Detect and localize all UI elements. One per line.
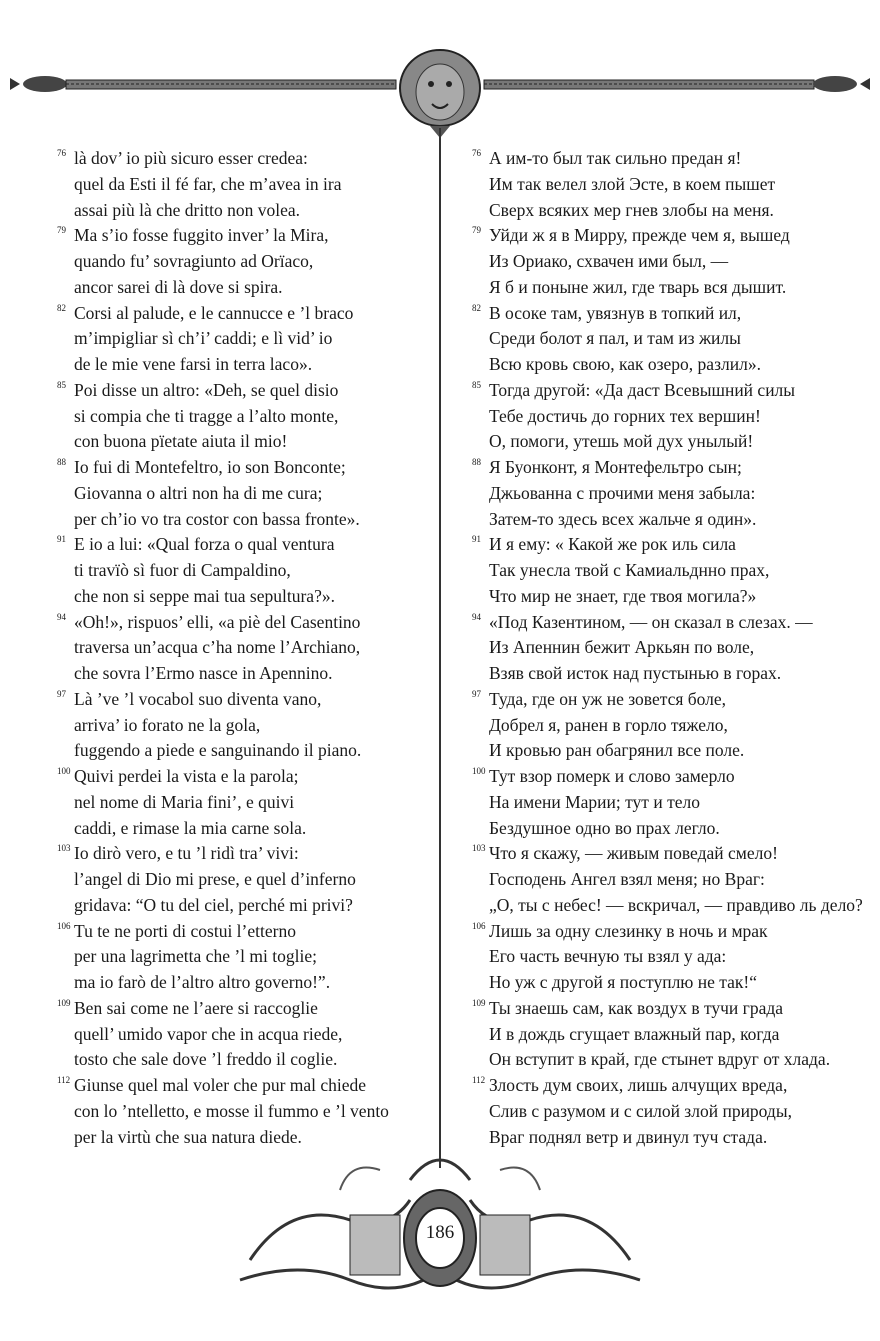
tercet — [57, 532, 427, 609]
verse-number: 82 — [472, 302, 481, 313]
verse-line: tosto che sale dove ’l freddo il coglie. — [74, 1049, 338, 1070]
verse-line: fuggendo a piede e sanguinando il piano. — [74, 740, 362, 761]
verse-number: 76 — [472, 148, 481, 158]
verse-line: quel da Esti il fé far, che m’avea in ira — [74, 173, 342, 194]
verse-line: Из Ориако, схвачен ими был, — — [489, 251, 729, 271]
verse-line: ancor sarei di là dove si spira. — [74, 276, 283, 297]
verse-line: И я ему: « Какой же рок иль сила — [489, 534, 736, 555]
russian-column — [472, 146, 863, 1150]
verse-line: Quivi perdei la vista e la parola; — [74, 766, 299, 786]
verse-line: Giovanna o altri non ha di me cura; — [74, 482, 323, 503]
verse-number: 97 — [472, 688, 481, 699]
lion-head-icon — [400, 50, 480, 138]
verse-line: Corsi al palude, e le cannucce e ’l braco — [74, 302, 354, 323]
tercet — [472, 146, 852, 223]
tercet — [57, 301, 427, 378]
verse-number: 103 — [472, 843, 486, 854]
verse-line: E io a lui: «Qual forza o qual ventura — [74, 534, 335, 555]
verse-line: В осоке там, увязнув в топкий ил, — [489, 302, 742, 323]
verse-line: Туда, где он уж не зовется боле, — [489, 688, 727, 709]
tercet — [472, 223, 852, 300]
verse-line: А им-то был так сильно предан я! — [489, 148, 742, 168]
verse-line: Tu te ne porti di costui l’etterno — [74, 920, 296, 941]
verse-line: assai più là che dritto non volea. — [74, 199, 300, 220]
verse-line: si compia che ti tragge a l’alto monte, — [74, 405, 339, 426]
verse-line: caddi, e rimase la mia carne sola. — [74, 817, 307, 838]
tercet — [57, 378, 427, 455]
tercet — [57, 146, 427, 223]
tercet — [57, 1073, 427, 1150]
verse-number: 106 — [57, 920, 71, 931]
tercet — [472, 301, 852, 378]
verse-number: 109 — [57, 997, 71, 1008]
verse-line: m’impigliar sì ch’i’ caddi; e lì vid’ io — [74, 328, 333, 349]
verse-number: 88 — [472, 457, 481, 467]
tercet — [472, 532, 852, 609]
verse-line: Он вступит в край, где стынет вдруг от хлада. — [489, 1049, 831, 1070]
tercet — [472, 687, 852, 764]
tercet — [57, 919, 427, 996]
tercet — [472, 1073, 852, 1150]
verse-line: Слив с разумом и с силой злой природы, — [489, 1100, 792, 1121]
tercet — [472, 610, 852, 687]
verse-number: 112 — [472, 1075, 486, 1085]
verse-line: Злость дум своих, лишь алчущих вреда, — [489, 1075, 788, 1095]
tercet — [472, 378, 852, 455]
verse-line: per la virtù che sua natura diede. — [74, 1126, 302, 1147]
verse-number: 85 — [57, 379, 66, 390]
verse-line: „О, ты с небес! — вскричал, — правдиво ль дело? — [489, 894, 863, 915]
verse-line: Враг поднял ветр и двинул туч стада. — [489, 1126, 768, 1147]
verse-line: Тогда другой: «Да даст Всевышний силы — [489, 379, 796, 400]
verse-line: На имени Марии; тут и тело — [489, 791, 700, 812]
verse-line: Джьованна с прочими меня забыла: — [489, 482, 756, 503]
verse-line: che sovra l’Ermo nasce in Apennino. — [74, 663, 333, 683]
italian-column — [57, 146, 427, 1150]
verse-line: con buona pïetate aiuta il mio! — [74, 431, 288, 452]
verse-line: Из Апеннин бежит Аркьян по воле, — [489, 637, 755, 658]
verse-number: 91 — [57, 534, 66, 545]
verse-number: 94 — [57, 611, 66, 622]
verse-number: 76 — [57, 148, 66, 158]
verse-line: Взяв свой исток над пустынью в горах. — [489, 663, 782, 683]
verse-line: Giunse quel mal voler che pur mal chiede — [74, 1075, 367, 1095]
tercet — [472, 919, 852, 996]
verse-line: Господень Ангел взял меня; но Враг: — [489, 869, 765, 889]
tercet — [472, 996, 852, 1073]
verse-line: de le mie vene farsi in terra laco». — [74, 354, 313, 374]
verse-line: «Oh!», rispuos’ elli, «a piè del Casentino — [74, 611, 361, 632]
verse-line: che non si seppe mai tua sepultura?». — [74, 585, 335, 606]
verse-line: Ben sai come ne l’aere si raccoglie — [74, 997, 318, 1018]
verse-number: 88 — [57, 457, 66, 467]
verse-number: 91 — [472, 534, 481, 545]
verse-line: Я Буонконт, я Монтефельтро сын; — [489, 457, 742, 477]
verse-number: 100 — [57, 766, 71, 776]
verse-line: Ты знаешь сам, как воздух в тучи града — [489, 997, 784, 1018]
tercet — [57, 841, 427, 918]
verse-line: Так унесла твой с Камиальднно прах, — [489, 560, 770, 580]
verse-line: О, помоги, утешь мой дух унылый! — [489, 431, 754, 452]
verse-line: Я б и поныне жил, где тварь вся дышит. — [489, 276, 787, 297]
tercet — [57, 455, 427, 532]
verse-line: Сверх всяких мер гнев злобы на меня. — [489, 199, 774, 220]
verse-line: Io dirò vero, e tu ’l ridì tra’ vivi: — [74, 843, 299, 864]
verse-line: quando fu’ sovragiunto ad Orïaco, — [74, 251, 314, 271]
verse-line: Но уж с другой я поступлю не так!“ — [489, 972, 757, 992]
verse-line: Им так велел злой Эсте, в коем пышет — [489, 173, 776, 194]
verse-line: quell’ umido vapor che in acqua riede, — [74, 1023, 343, 1044]
verse-line: Его часть вечную ты взял у ада: — [489, 946, 727, 967]
verse-number: 103 — [57, 843, 71, 854]
tercet — [57, 610, 427, 687]
verse-line: gridava: “O tu del ciel, perché mi privi? — [74, 894, 353, 915]
verse-line: Всю кровь свою, как озеро, разлил». — [489, 354, 761, 374]
verse-line: Что я скажу, — живым поведай смело! — [489, 843, 778, 864]
verse-line: arriva’ io forato ne la gola, — [74, 714, 261, 735]
verse-line: per una lagrimetta che ’l mi toglie; — [74, 946, 317, 967]
verse-line: là dov’ io più sicuro esser credea: — [74, 148, 308, 168]
verse-line: per ch’io vo tra costor con bassa fronte». — [74, 508, 360, 529]
tercet — [57, 996, 427, 1073]
verse-line: Poi disse un altro: «Deh, se quel disio — [74, 379, 339, 400]
verse-number: 79 — [472, 225, 481, 236]
tercet — [472, 764, 852, 841]
verse-number: 82 — [57, 302, 66, 313]
verse-line: ti travïò sì fuor di Campaldino, — [74, 560, 291, 580]
verse-number: 97 — [57, 688, 66, 699]
verse-line: Тебе достичь до горних тех вершин! — [489, 405, 761, 426]
tercet — [57, 687, 427, 764]
verse-line: Что мир не знает, где твоя могила?» — [489, 585, 757, 606]
verse-line: Среди болот я пал, и там из жилы — [489, 328, 741, 349]
tercet — [57, 764, 427, 841]
verse-line: traversa un’acqua c’ha nome l’Archiano, — [74, 637, 361, 658]
page-number: 186 — [425, 1222, 455, 1243]
verse-number: 94 — [472, 611, 481, 622]
verse-line: И в дождь сгущает влажный пар, когда — [489, 1023, 780, 1044]
header-rod-ornament — [0, 40, 880, 140]
verse-line: Лишь за одну слезинку в ночь и мрак — [489, 920, 768, 941]
verse-line: Io fui di Montefeltro, io son Bonconte; — [74, 457, 346, 477]
verse-line: nel nome di Maria fini’, e quivi — [74, 791, 295, 812]
verse-line: Ma s’io fosse fuggito inver’ la Mira, — [74, 225, 329, 246]
verse-line: «Под Казентином, — он сказал в слезах. — — [489, 611, 813, 632]
left-finial-icon — [10, 76, 67, 92]
verse-line: ma io farò de l’altro altro governo!”. — [74, 972, 331, 992]
tercet — [472, 455, 852, 532]
verse-number: 112 — [57, 1075, 71, 1085]
verse-line: Là ’ve ’l vocabol suo diventa vano, — [74, 688, 322, 709]
verse-line: Добрел я, ранен в горло тяжело, — [489, 714, 728, 735]
verse-line: con lo ’ntelletto, e mosse il fummo e ’l vento — [74, 1100, 389, 1121]
verse-number: 106 — [472, 920, 486, 931]
tercet — [57, 223, 427, 300]
tercet — [472, 841, 863, 918]
verse-line: Тут взор померк и слово замерло — [489, 766, 735, 786]
verse-line: l’angel di Dio mi prese, e quel d’inferno — [74, 869, 356, 889]
verse-line: И кровью ран обагрянил все поле. — [489, 740, 745, 761]
verse-number: 85 — [472, 379, 481, 390]
right-finial-icon — [813, 76, 870, 92]
column-divider — [439, 128, 441, 1168]
verse-line: Затем-то здесь всех жальче я один». — [489, 508, 757, 529]
verse-number: 79 — [57, 225, 66, 236]
verse-line: Бездушное одно во прах легло. — [489, 817, 720, 838]
verse-number: 109 — [472, 997, 486, 1008]
verse-line: Уйди ж я в Мирру, прежде чем я, вышед — [489, 225, 790, 246]
verse-number: 100 — [472, 766, 486, 776]
